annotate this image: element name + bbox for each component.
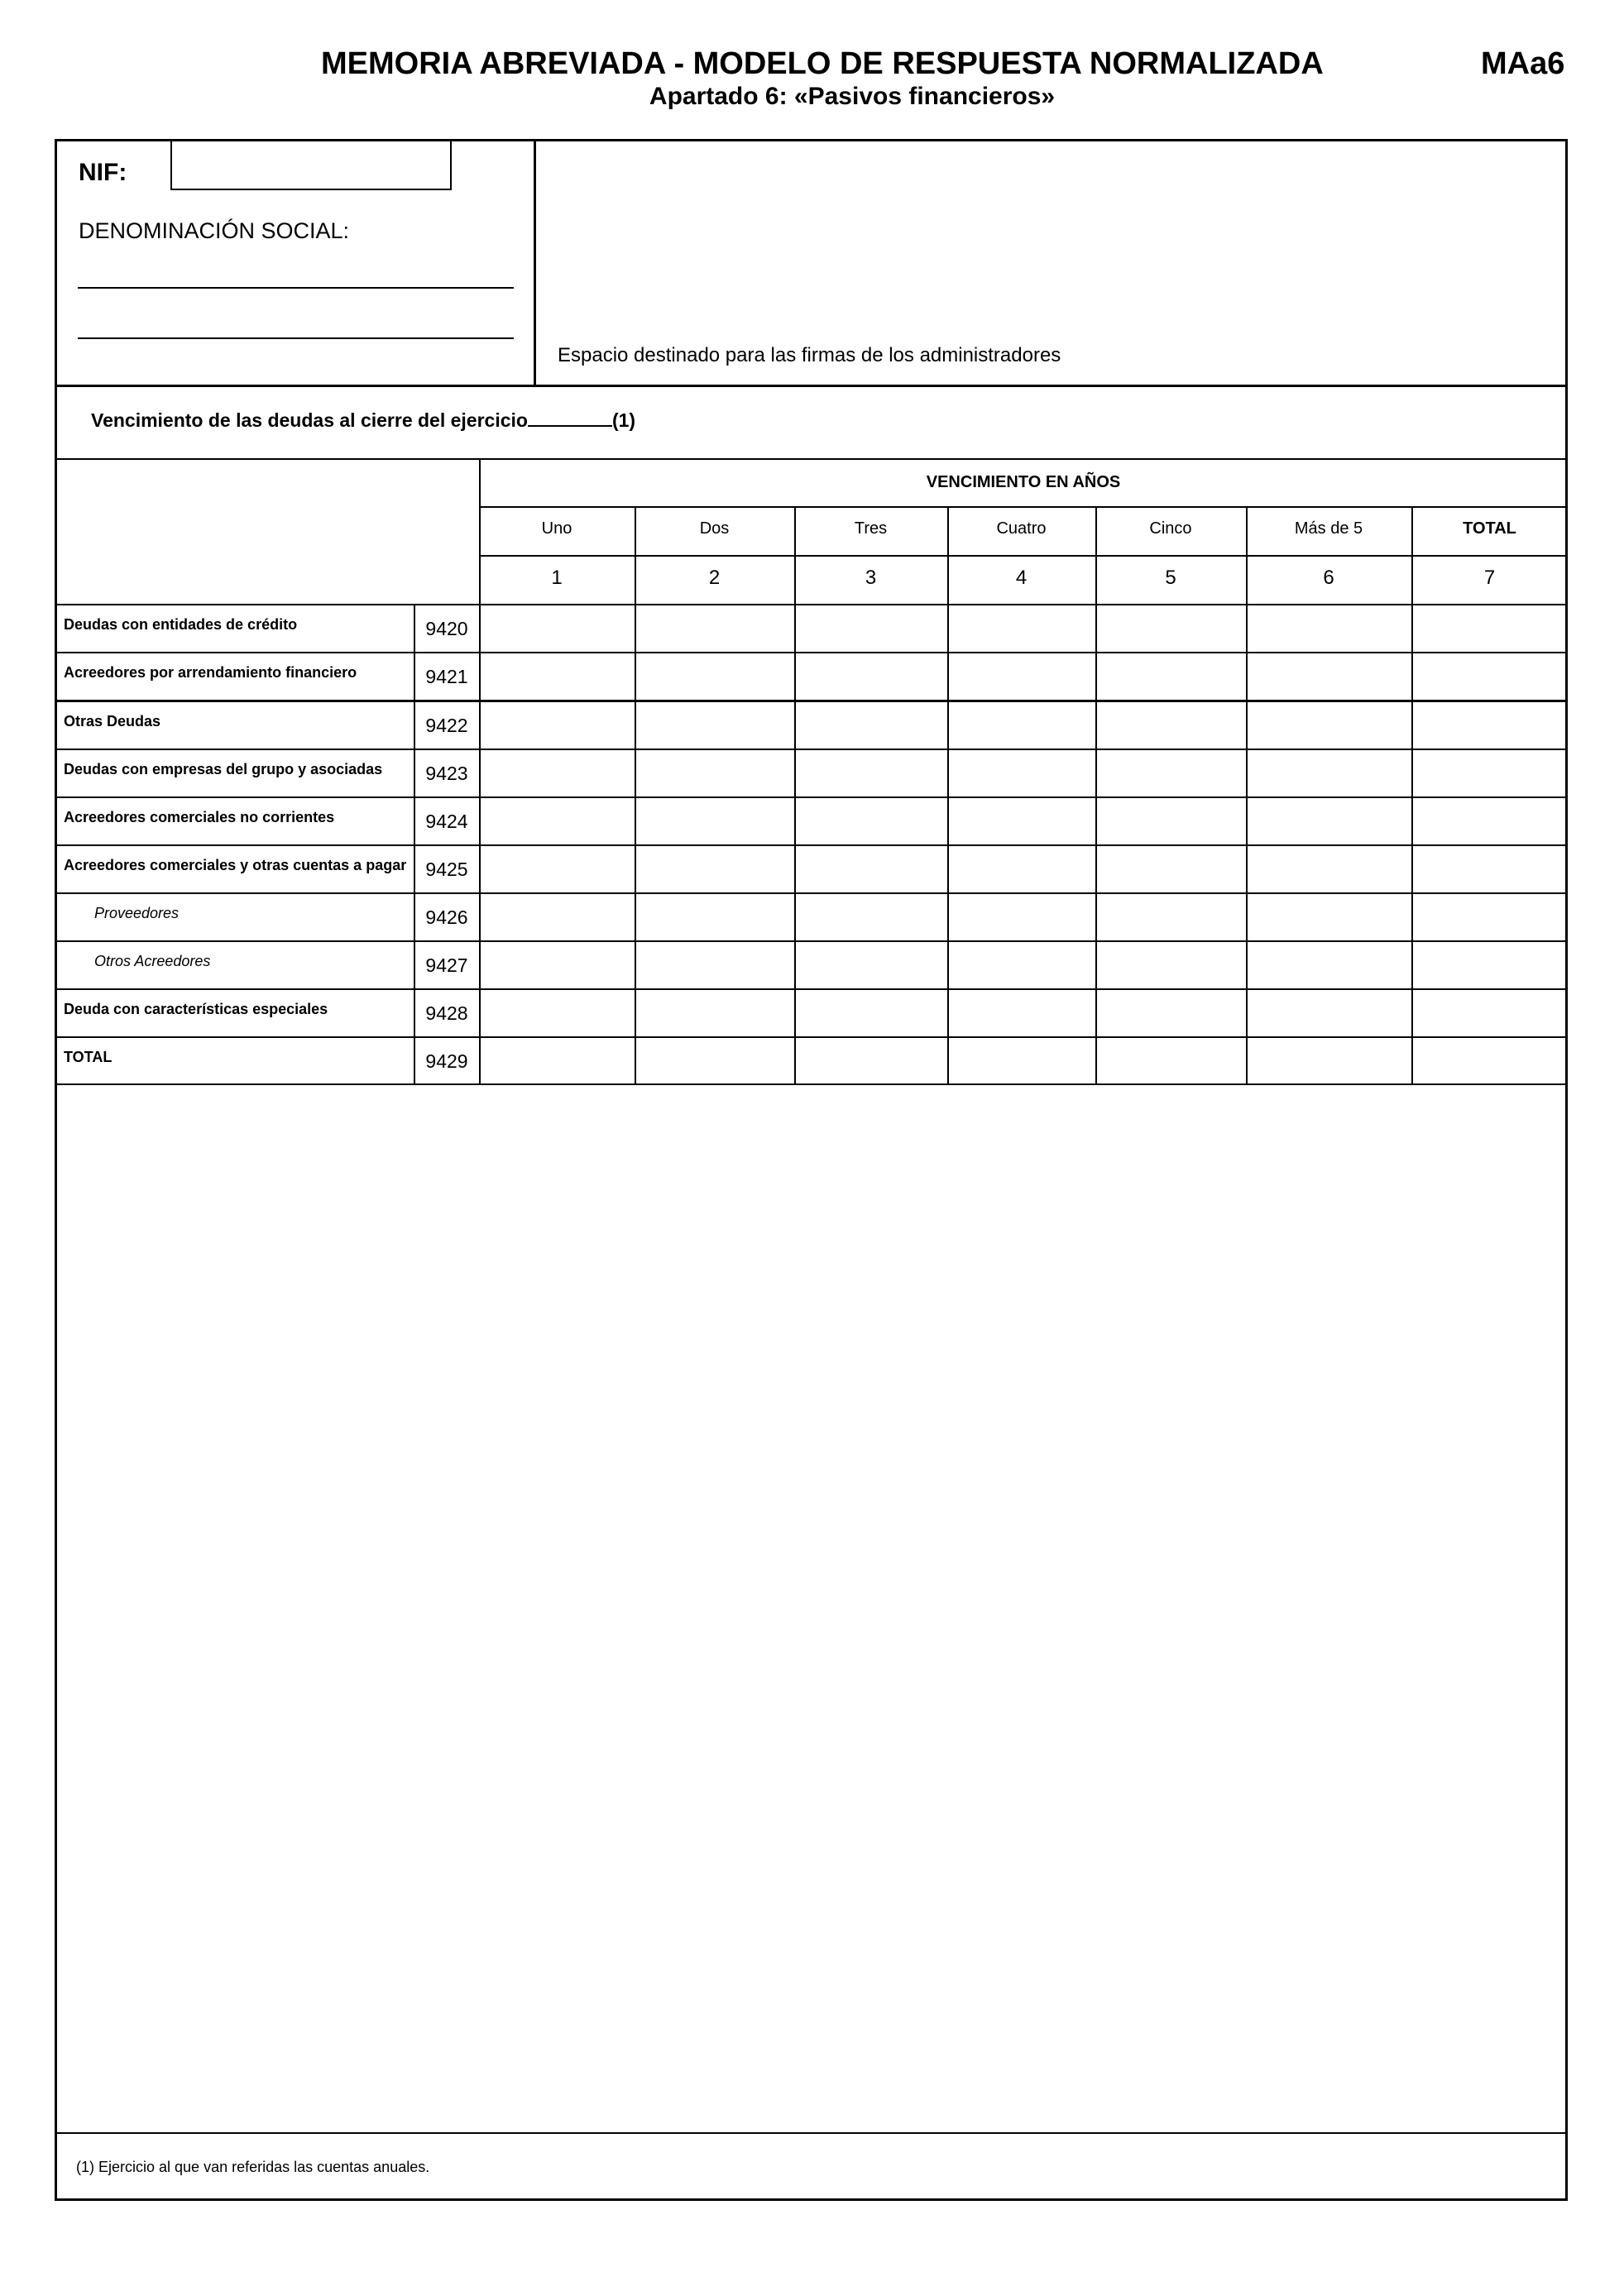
- value-cell-9426-col5[interactable]: [1097, 894, 1245, 940]
- value-cell-9423-col4[interactable]: [949, 750, 1095, 796]
- document-title: MEMORIA ABREVIADA - MODELO DE RESPUESTA NORMALIZADA: [321, 46, 1324, 81]
- value-cell-9420-col6[interactable]: [1248, 605, 1411, 651]
- ejercicio-blank[interactable]: [528, 423, 612, 427]
- document-subtitle: Apartado 6: «Pasivos financieros»: [649, 83, 1056, 110]
- value-cell-9429-col7[interactable]: [1413, 1038, 1567, 1083]
- value-cell-9428-col2[interactable]: [636, 990, 793, 1036]
- footnote-rule: [55, 2132, 1568, 2134]
- column-header-7: TOTAL: [1463, 519, 1516, 538]
- denominacion-line-2[interactable]: [78, 337, 514, 339]
- value-cell-9421-col2[interactable]: [636, 653, 793, 699]
- value-cell-9423-col2[interactable]: [636, 750, 793, 796]
- value-cell-9429-col2[interactable]: [636, 1038, 793, 1083]
- value-cell-9425-col1[interactable]: [481, 846, 634, 892]
- value-cell-9427-col2[interactable]: [636, 942, 793, 988]
- column-header-3: Tres: [854, 519, 888, 538]
- value-cell-9429-col6[interactable]: [1248, 1038, 1411, 1083]
- value-cell-9428-col6[interactable]: [1248, 990, 1411, 1036]
- table-top-rule: [55, 458, 1568, 460]
- value-cell-9429-col1[interactable]: [481, 1038, 634, 1083]
- value-cell-9424-col2[interactable]: [636, 798, 793, 844]
- column-number-3: 3: [865, 567, 877, 589]
- value-cell-9422-col7[interactable]: [1413, 701, 1567, 748]
- value-cell-9420-col5[interactable]: [1097, 605, 1245, 651]
- row-label-9421: Acreedores por arrendamiento financiero: [64, 664, 357, 681]
- form-frame: [55, 139, 1568, 2201]
- row-code-9426: 9426: [425, 906, 468, 928]
- signature-area-label: Espacio destinado para las firmas de los administradores: [558, 344, 1061, 366]
- value-cell-9428-col5[interactable]: [1097, 990, 1245, 1036]
- value-cell-9426-col3[interactable]: [796, 894, 946, 940]
- value-cell-9424-col1[interactable]: [481, 798, 634, 844]
- value-cell-9428-col4[interactable]: [949, 990, 1095, 1036]
- value-cell-9423-col1[interactable]: [481, 750, 634, 796]
- value-cell-9421-col6[interactable]: [1248, 653, 1411, 699]
- value-cell-9427-col1[interactable]: [481, 942, 634, 988]
- header-rule-1: [479, 506, 1568, 508]
- id-bottom-rule: [55, 385, 1568, 387]
- row-code-9420: 9420: [425, 618, 468, 639]
- value-cell-9427-col4[interactable]: [949, 942, 1095, 988]
- value-cell-9425-col7[interactable]: [1413, 846, 1567, 892]
- value-cell-9421-col3[interactable]: [796, 653, 946, 699]
- column-number-2: 2: [708, 567, 721, 589]
- value-cell-9424-col7[interactable]: [1413, 798, 1567, 844]
- value-cell-9424-col3[interactable]: [796, 798, 946, 844]
- denominacion-line-1[interactable]: [78, 287, 514, 289]
- value-cell-9426-col4[interactable]: [949, 894, 1095, 940]
- value-cell-9422-col3[interactable]: [796, 701, 946, 748]
- value-cell-9428-col3[interactable]: [796, 990, 946, 1036]
- value-cell-9425-col6[interactable]: [1248, 846, 1411, 892]
- value-cell-9424-col6[interactable]: [1248, 798, 1411, 844]
- column-number-6: 6: [1323, 567, 1334, 589]
- value-cell-9421-col5[interactable]: [1097, 653, 1245, 699]
- value-cell-9421-col4[interactable]: [949, 653, 1095, 699]
- row-label-9427: Otros Acreedores: [94, 953, 211, 969]
- column-header-4: Cuatro: [996, 519, 1047, 538]
- column-header-1: Uno: [541, 519, 572, 538]
- value-cell-9426-col6[interactable]: [1248, 894, 1411, 940]
- value-cell-9428-col7[interactable]: [1413, 990, 1567, 1036]
- value-cell-9424-col4[interactable]: [949, 798, 1095, 844]
- value-cell-9425-col4[interactable]: [949, 846, 1095, 892]
- row-label-9429: TOTAL: [64, 1049, 113, 1065]
- value-cell-9420-col3[interactable]: [796, 605, 946, 651]
- value-cell-9427-col6[interactable]: [1248, 942, 1411, 988]
- value-cell-9422-col4[interactable]: [949, 701, 1095, 748]
- value-cell-9425-col3[interactable]: [796, 846, 946, 892]
- value-cell-9421-col7[interactable]: [1413, 653, 1567, 699]
- row-code-9421: 9421: [425, 666, 468, 687]
- value-cell-9429-col5[interactable]: [1097, 1038, 1245, 1083]
- value-cell-9425-col2[interactable]: [636, 846, 793, 892]
- row-code-9424: 9424: [425, 811, 468, 832]
- row-label-9423: Deudas con empresas del grupo y asociadas: [64, 761, 383, 777]
- value-cell-9420-col1[interactable]: [481, 605, 634, 651]
- row-label-9420: Deudas con entidades de crédito: [64, 616, 298, 633]
- header-rule-2: [479, 555, 1568, 557]
- value-cell-9423-col5[interactable]: [1097, 750, 1245, 796]
- column-header-5: Cinco: [1149, 519, 1192, 538]
- value-cell-9429-col3[interactable]: [796, 1038, 946, 1083]
- id-divider: [534, 139, 536, 386]
- value-cell-9422-col6[interactable]: [1248, 701, 1411, 748]
- row-code-9427: 9427: [425, 954, 468, 976]
- value-cell-9423-col7[interactable]: [1413, 750, 1567, 796]
- value-cell-9422-col1[interactable]: [481, 701, 634, 748]
- value-cell-9426-col2[interactable]: [636, 894, 793, 940]
- column-number-1: 1: [551, 567, 563, 589]
- value-cell-9428-col1[interactable]: [481, 990, 634, 1036]
- denominacion-label: DENOMINACIÓN SOCIAL:: [79, 218, 350, 243]
- value-cell-9420-col7[interactable]: [1413, 605, 1567, 651]
- row-code-9428: 9428: [425, 1002, 468, 1024]
- row-label-9428: Deuda con características especiales: [64, 1001, 328, 1017]
- value-cell-9426-col7[interactable]: [1413, 894, 1567, 940]
- value-cell-9429-col4[interactable]: [949, 1038, 1095, 1083]
- column-number-4: 4: [1015, 567, 1028, 589]
- footnote: (1) Ejercicio al que van referidas las cuentas anuales.: [76, 2159, 430, 2175]
- row-rule-10: [55, 1083, 1568, 1085]
- column-number-7: 7: [1483, 567, 1496, 589]
- value-cell-9424-col5[interactable]: [1097, 798, 1245, 844]
- value-cell-9421-col1[interactable]: [481, 653, 634, 699]
- nif-field[interactable]: [170, 139, 452, 190]
- row-code-9422: 9422: [425, 715, 468, 736]
- group-header-vencimiento: VENCIMIENTO EN AÑOS: [926, 473, 1121, 491]
- value-cell-9425-col5[interactable]: [1097, 846, 1245, 892]
- value-cell-9420-col2[interactable]: [636, 605, 793, 651]
- value-cell-9426-col1[interactable]: [481, 894, 634, 940]
- value-cell-9427-col3[interactable]: [796, 942, 946, 988]
- form-code: MAa6: [1481, 46, 1565, 81]
- value-cell-9423-col6[interactable]: [1248, 750, 1411, 796]
- row-code-9423: 9423: [425, 763, 468, 784]
- column-number-5: 5: [1165, 567, 1176, 589]
- column-header-6: Más de 5: [1294, 519, 1363, 538]
- column-header-2: Dos: [699, 519, 730, 538]
- value-cell-9427-col5[interactable]: [1097, 942, 1245, 988]
- row-code-9429: 9429: [425, 1050, 468, 1072]
- value-cell-9423-col3[interactable]: [796, 750, 946, 796]
- section-title: [91, 409, 635, 432]
- row-label-9426: Proveedores: [94, 905, 180, 921]
- row-code-9425: 9425: [425, 859, 468, 880]
- value-cell-9420-col4[interactable]: [949, 605, 1095, 651]
- section-title-footnote-ref: (1): [611, 409, 636, 431]
- row-label-9424: Acreedores comerciales no corrientes: [64, 809, 335, 825]
- value-cell-9422-col2[interactable]: [636, 701, 793, 748]
- section-title-text: Vencimiento de las deudas al cierre del ejercicio: [91, 409, 528, 431]
- row-label-9422: Otras Deudas: [64, 713, 161, 729]
- row-label-9425: Acreedores comerciales y otras cuentas a pagar: [64, 857, 407, 873]
- value-cell-9427-col7[interactable]: [1413, 942, 1567, 988]
- nif-label: NIF:: [79, 159, 127, 186]
- value-cell-9422-col5[interactable]: [1097, 701, 1245, 748]
